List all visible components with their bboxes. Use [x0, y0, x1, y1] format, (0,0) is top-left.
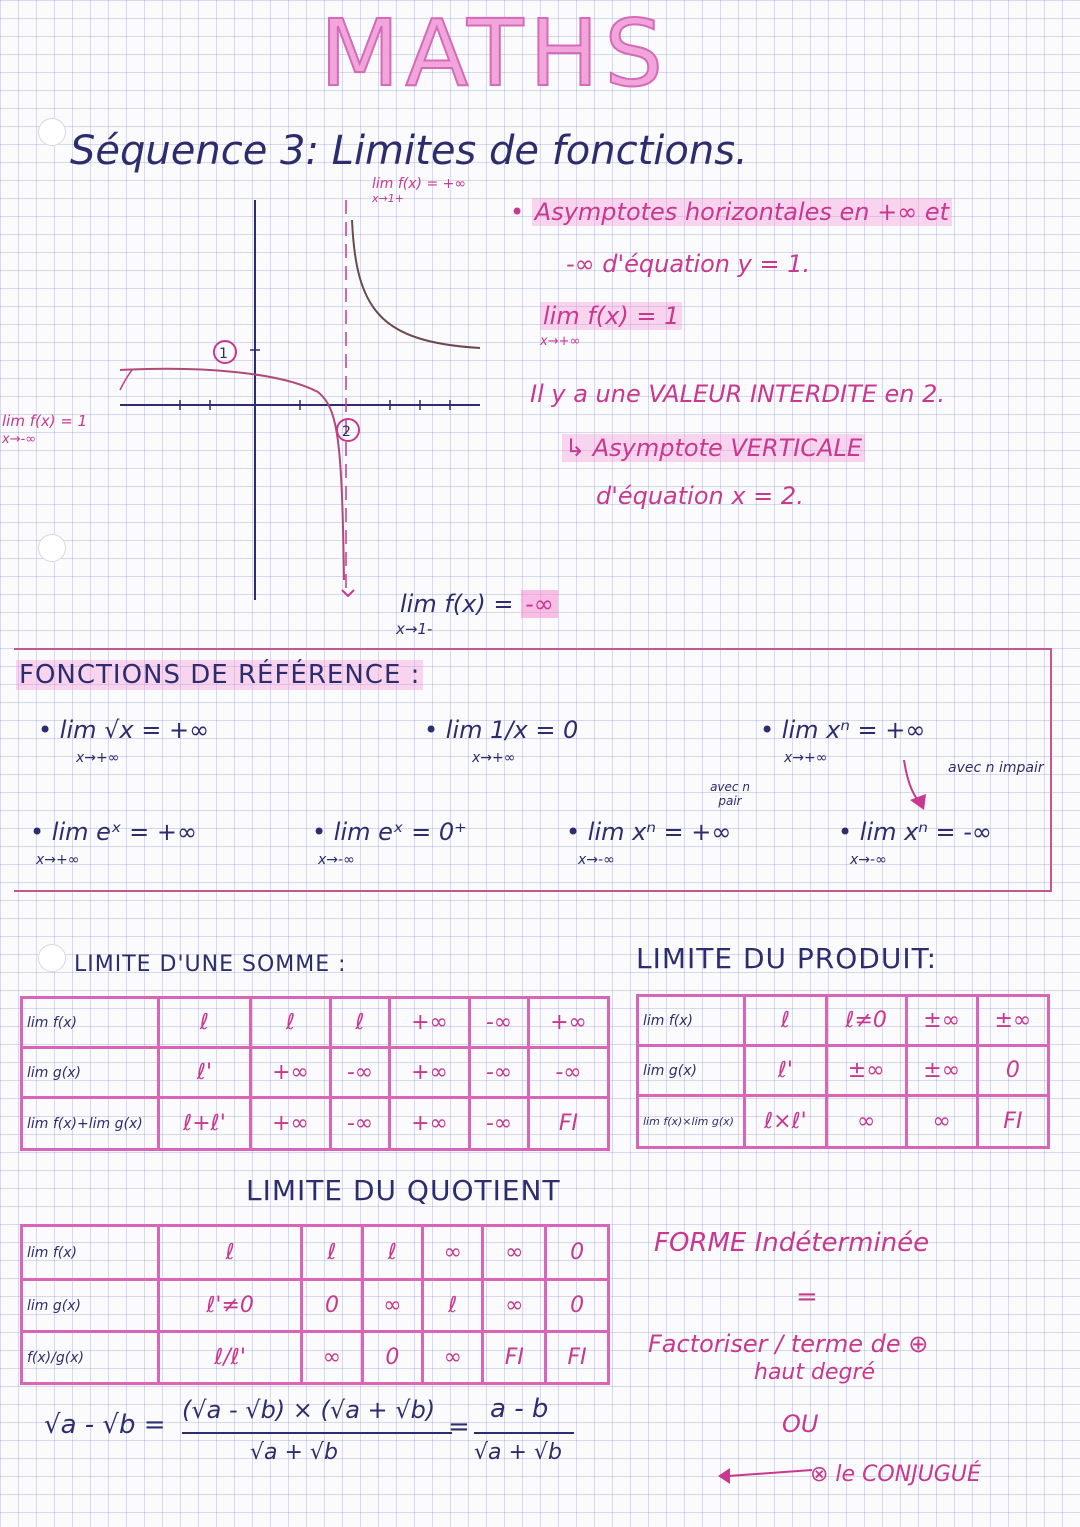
table-cell: ℓ	[745, 996, 827, 1046]
table-cell: lim f(x)	[22, 1226, 159, 1280]
note-asymptote-horizontal-eq: -∞ d'équation y = 1.	[566, 250, 811, 278]
table-cell: ∞	[362, 1280, 422, 1332]
table-cell: lim f(x)+lim g(x)	[22, 1098, 159, 1150]
graph-lim-top-sub: x→1+	[372, 192, 404, 205]
note-asymptote-vertical-eq: d'équation x = 2.	[596, 482, 804, 510]
graph-lim-bottom-sub: x→1-	[396, 620, 433, 638]
conjugate-lhs: √a - √b =	[44, 1410, 166, 1440]
sum-table	[20, 996, 610, 1151]
table-row	[22, 998, 609, 1048]
ref-inverse-sub: x→+∞	[472, 750, 516, 766]
note-asymptote-horizontal: • Asymptotes horizontales en +∞ et	[510, 198, 952, 226]
table-cell: ℓ×ℓ'	[745, 1096, 827, 1148]
table-cell: +∞	[528, 998, 608, 1048]
product-table	[636, 994, 1050, 1149]
table-row	[22, 1098, 609, 1150]
table-cell: f(x)/g(x)	[22, 1332, 159, 1384]
table-cell: ℓ'	[745, 1046, 827, 1096]
ref-even-note: avec n pair	[710, 780, 750, 808]
sum-heading: LIMITE D'UNE SOMME :	[74, 952, 347, 977]
table-cell: -∞	[331, 1098, 390, 1150]
table-cell: +∞	[389, 1098, 469, 1150]
table-row	[22, 1332, 609, 1384]
table-row	[22, 1048, 609, 1098]
table-cell: 0	[362, 1332, 422, 1384]
table-cell: ℓ	[423, 1280, 483, 1332]
note-asymptote-vertical: ↳ Asymptote VERTICALE	[562, 434, 865, 462]
conjugate-result-denominator: √a + √b	[474, 1440, 562, 1465]
quotient-heading: LIMITE DU QUOTIENT	[246, 1174, 561, 1207]
table-cell: ℓ'≠0	[159, 1280, 302, 1332]
sequence-title: Séquence 3: Limites de fonctions.	[70, 128, 748, 174]
table-cell: ±∞	[977, 996, 1048, 1046]
curve-left-branch	[120, 369, 344, 580]
table-cell: ℓ	[362, 1226, 422, 1280]
graph-lim-left: lim f(x) = 1	[2, 412, 88, 430]
fi-factorise: Factoriser / terme de ⊕	[648, 1330, 929, 1358]
ref-power: • lim xⁿ = +∞	[760, 716, 926, 744]
table-cell: -∞	[470, 1048, 529, 1098]
note-forbidden-value: Il y a une VALEUR INTERDITE en 2.	[530, 380, 946, 408]
table-cell: 0	[977, 1046, 1048, 1096]
graph-label-2: 2	[342, 424, 351, 440]
table-cell: -∞	[470, 1098, 529, 1150]
conjugate-result-numerator: a - b	[490, 1394, 549, 1424]
fi-equals: =	[796, 1282, 818, 1312]
table-cell: +∞	[389, 1048, 469, 1098]
page-title: MATHS	[320, 0, 669, 107]
table-cell: ∞	[826, 1096, 906, 1148]
punch-hole	[38, 118, 66, 146]
product-heading: LIMITE DU PRODUIT:	[636, 942, 938, 975]
table-cell: FI	[483, 1332, 546, 1384]
table-cell: -∞	[528, 1048, 608, 1098]
quotient-table	[20, 1224, 610, 1385]
table-row	[638, 1046, 1049, 1096]
ref-power-odd-sub: x→-∞	[850, 852, 887, 868]
table-cell: 0	[302, 1280, 362, 1332]
fi-degree: haut degré	[754, 1360, 876, 1385]
table-cell: ℓ	[250, 998, 330, 1048]
table-cell: ℓ'	[159, 1048, 251, 1098]
ref-exp-minus-sub: x→-∞	[318, 852, 355, 868]
function-graph	[80, 180, 540, 620]
table-cell: FI	[977, 1096, 1048, 1148]
table-cell: lim g(x)	[638, 1046, 745, 1096]
ref-exp-minus: • lim eˣ = 0⁺	[312, 818, 467, 846]
ref-power-even-sub: x→-∞	[578, 852, 615, 868]
fraction-bar	[182, 1432, 452, 1434]
ref-exp-plus: • lim eˣ = +∞	[30, 818, 198, 846]
punch-hole	[38, 534, 66, 562]
ref-exp-plus-sub: x→+∞	[36, 852, 80, 868]
table-cell: ℓ	[331, 998, 390, 1048]
table-cell: -∞	[331, 1048, 390, 1098]
table-cell: lim f(x)	[638, 996, 745, 1046]
ref-power-odd: • lim xⁿ = -∞	[838, 818, 992, 846]
table-cell: ∞	[906, 1096, 977, 1148]
punch-hole	[38, 944, 66, 972]
table-cell: +∞	[250, 1098, 330, 1150]
fi-conjugate: ⊗ le CONJUGUÉ	[810, 1462, 981, 1487]
table-cell: lim f(x)×lim g(x)	[638, 1096, 745, 1148]
arrow-left-icon	[716, 1456, 816, 1486]
table-cell: 0	[546, 1226, 609, 1280]
fraction-bar	[474, 1432, 574, 1434]
table-cell: lim g(x)	[22, 1280, 159, 1332]
table-cell: ℓ+ℓ'	[159, 1098, 251, 1150]
ref-power-even: • lim xⁿ = +∞	[566, 818, 732, 846]
graph-lim-left-sub: x→-∞	[2, 432, 37, 447]
table-cell: ∞	[423, 1332, 483, 1384]
table-cell: 0	[546, 1280, 609, 1332]
ref-sqrt-sub: x→+∞	[76, 750, 120, 766]
table-row	[638, 1096, 1049, 1148]
table-cell: ∞	[483, 1280, 546, 1332]
arrow-odd-icon	[900, 756, 940, 816]
table-cell: ℓ	[159, 1226, 302, 1280]
table-row	[22, 1280, 609, 1332]
ref-inverse: • lim 1/x = 0	[424, 716, 579, 744]
graph-lim-bottom: lim f(x) = -∞	[400, 590, 558, 618]
fi-title: FORME Indéterminée	[654, 1228, 930, 1258]
note-lim-plus-infinity: lim f(x) = 1	[540, 302, 682, 330]
ref-power-sub: x→+∞	[784, 750, 828, 766]
table-cell: ±∞	[906, 1046, 977, 1096]
table-cell: FI	[528, 1098, 608, 1150]
graph-lim-bottom-value: -∞	[521, 590, 558, 618]
table-cell: ±∞	[826, 1046, 906, 1096]
graph-label-1: 1	[219, 346, 228, 362]
reference-heading: FONCTIONS DE RÉFÉRENCE :	[16, 660, 423, 690]
table-cell: ∞	[302, 1332, 362, 1384]
curve-right-branch	[352, 220, 480, 348]
table-cell: lim f(x)	[22, 998, 159, 1048]
table-cell: ℓ	[159, 998, 251, 1048]
table-cell: ∞	[423, 1226, 483, 1280]
table-cell: +∞	[250, 1048, 330, 1098]
table-row	[638, 996, 1049, 1046]
table-cell: ℓ	[302, 1226, 362, 1280]
table-cell: ∞	[483, 1226, 546, 1280]
conjugate-denominator: √a + √b	[250, 1440, 338, 1465]
note-lim-plus-infinity-sub: x→+∞	[540, 334, 581, 349]
fi-or: OU	[782, 1410, 819, 1438]
ref-odd-note: avec n impair	[948, 760, 1044, 776]
table-cell: ℓ≠0	[826, 996, 906, 1046]
ref-sqrt: • lim √x = +∞	[38, 716, 210, 744]
table-cell: -∞	[470, 998, 529, 1048]
table-row	[22, 1226, 609, 1280]
table-cell: +∞	[389, 998, 469, 1048]
table-cell: ±∞	[906, 996, 977, 1046]
graph-lim-top: lim f(x) = +∞	[372, 176, 467, 192]
conjugate-numerator: (√a - √b) × (√a + √b)	[182, 1396, 436, 1424]
table-cell: lim g(x)	[22, 1048, 159, 1098]
conjugate-equals: =	[448, 1412, 470, 1442]
table-cell: FI	[546, 1332, 609, 1384]
table-cell: ℓ/ℓ'	[159, 1332, 302, 1384]
